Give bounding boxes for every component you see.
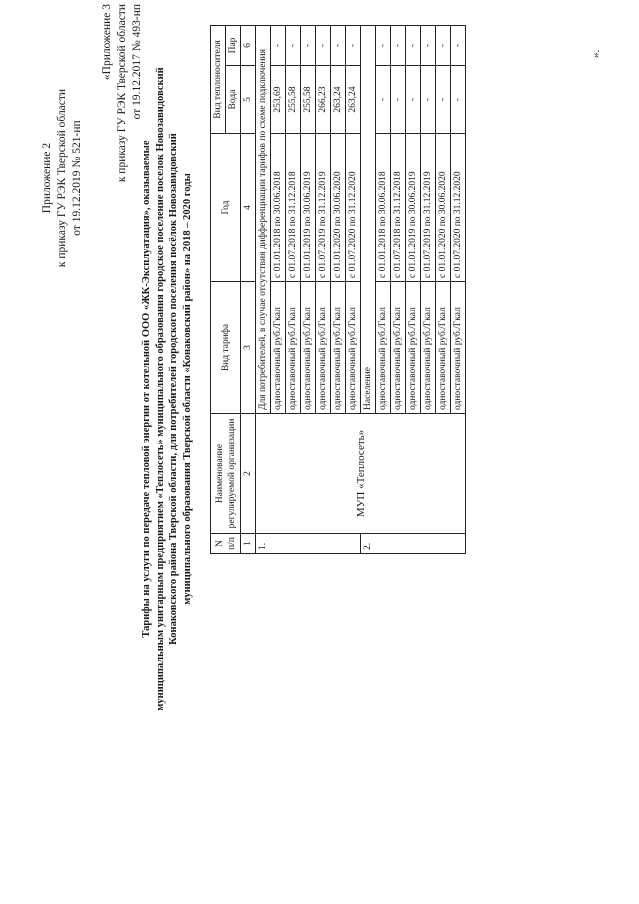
appendix-2-line3: от 19.12.2019 № 521-нп bbox=[71, 120, 83, 236]
appendix-2-line2: к приказу ГУ РЭК Тверской области bbox=[56, 88, 68, 268]
water-cell: 263,24 bbox=[331, 66, 346, 134]
steam-cell: - bbox=[436, 25, 451, 65]
appendix-3-block bbox=[100, 4, 145, 244]
water-cell: 255,58 bbox=[286, 66, 301, 134]
appendix-2-block bbox=[40, 58, 85, 298]
period-cell: с 01.01.2020 по 30.06.2020 bbox=[331, 134, 346, 282]
appendix-3-line3: от 19.12.2017 № 493-нп bbox=[131, 4, 143, 120]
period-cell: с 01.07.2018 по 31.12.2018 bbox=[286, 134, 301, 282]
header-steam: Пар bbox=[226, 25, 241, 65]
period-cell: с 01.01.2018 по 30.06.2018 bbox=[271, 134, 286, 282]
tariff-type-cell: одноставочный руб./Гкал bbox=[451, 282, 466, 414]
steam-cell: - bbox=[406, 25, 421, 65]
header-year: Год bbox=[211, 134, 241, 282]
tariff-type-cell: одноставочный руб./Гкал bbox=[406, 282, 421, 414]
title-line4: муниципального образования Тверской области «Конаковский район» на 2018 – 2020 годы bbox=[181, 173, 193, 605]
water-cell: 253,69 bbox=[271, 66, 286, 134]
header-water: Вода bbox=[226, 66, 241, 134]
tariff-type-cell: одноставочный руб./Гкал bbox=[421, 282, 436, 414]
group-number: 2. bbox=[361, 534, 466, 554]
tariff-type-cell: одноставочный руб./Гкал bbox=[301, 282, 316, 414]
tariff-type-cell: одноставочный руб./Гкал bbox=[376, 282, 391, 414]
period-cell: с 01.01.2018 по 30.06.2018 bbox=[376, 134, 391, 282]
appendix-3-line2: к приказу ГУ РЭК Тверской области bbox=[116, 4, 128, 183]
period-cell: с 01.07.2020 по 31.12.2020 bbox=[451, 134, 466, 282]
period-cell: с 01.01.2019 по 30.06.2019 bbox=[406, 134, 421, 282]
column-number-row bbox=[241, 25, 256, 553]
group-number: 1. bbox=[256, 534, 361, 554]
water-cell: - bbox=[391, 66, 406, 134]
tariff-type-cell: одноставочный руб./Гкал bbox=[316, 282, 331, 414]
header-row bbox=[211, 25, 226, 553]
col-number: 6 bbox=[241, 25, 256, 65]
steam-cell: - bbox=[301, 25, 316, 65]
group-label: Для потребителей, в случае отсутствия дифференциации тарифов по схеме подключения bbox=[256, 25, 271, 413]
appendix-2-line1: Приложение 2 bbox=[41, 142, 53, 214]
col-number: 2 bbox=[241, 414, 256, 534]
water-cell: - bbox=[436, 66, 451, 134]
tariff-type-cell: одноставочный руб./Гкал bbox=[346, 282, 361, 414]
organization-name: МУП «Теплосеть» bbox=[256, 414, 466, 534]
water-cell: 263,24 bbox=[346, 66, 361, 134]
water-cell: - bbox=[406, 66, 421, 134]
tariff-type-cell: одноставочный руб./Гкал bbox=[286, 282, 301, 414]
steam-cell: - bbox=[271, 25, 286, 65]
steam-cell: - bbox=[391, 25, 406, 65]
steam-cell: - bbox=[346, 25, 361, 65]
period-cell: с 01.01.2020 по 30.06.2020 bbox=[436, 134, 451, 282]
period-cell: с 01.07.2019 по 31.12.2019 bbox=[316, 134, 331, 282]
water-cell: 266,23 bbox=[316, 66, 331, 134]
group-label: Население bbox=[361, 25, 376, 413]
period-cell: с 01.07.2019 по 31.12.2019 bbox=[421, 134, 436, 282]
title-line3: Конаковского района Тверской области, для потребителей городского поселения посёлок Новозавидовский bbox=[168, 133, 179, 645]
steam-cell: - bbox=[376, 25, 391, 65]
water-cell: 255,58 bbox=[301, 66, 316, 134]
header-num: N п/п bbox=[211, 534, 241, 554]
steam-cell: - bbox=[451, 25, 466, 65]
group-header-row bbox=[256, 25, 271, 553]
period-cell: с 01.07.2018 по 31.12.2018 bbox=[391, 134, 406, 282]
tariff-type-cell: одноставочный руб./Гкал bbox=[331, 282, 346, 414]
water-cell: - bbox=[421, 66, 436, 134]
steam-cell: - bbox=[331, 25, 346, 65]
water-cell: - bbox=[451, 66, 466, 134]
steam-cell: - bbox=[316, 25, 331, 65]
tariff-type-cell: одноставочный руб./Гкал bbox=[271, 282, 286, 414]
tariff-table bbox=[210, 25, 466, 554]
col-number: 5 bbox=[241, 66, 256, 134]
header-carrier: Вид теплоносителя bbox=[211, 25, 226, 133]
closing-quote-mark: ». bbox=[590, 49, 602, 58]
water-cell: - bbox=[376, 66, 391, 134]
title-line1: Тарифы на услуги по передаче тепловой энергии от котельной ООО «ЖК-Эксплуатация», оказываемые bbox=[141, 140, 152, 638]
period-cell: с 01.01.2019 по 30.06.2019 bbox=[301, 134, 316, 282]
tariff-type-cell: одноставочный руб./Гкал bbox=[391, 282, 406, 414]
document-title bbox=[140, 64, 194, 714]
col-number: 4 bbox=[241, 134, 256, 282]
appendix-3-line1: «Приложение 3 bbox=[101, 4, 113, 81]
period-cell: с 01.07.2020 по 31.12.2020 bbox=[346, 134, 361, 282]
header-org: Наименование регулируемой организации bbox=[211, 414, 241, 534]
col-number: 1 bbox=[241, 534, 256, 554]
col-number: 3 bbox=[241, 282, 256, 414]
steam-cell: - bbox=[421, 25, 436, 65]
title-line2: муниципальным унитарным предприятием «Теплосеть» муниципального образования городское поселение поселок Новозавидовский bbox=[154, 67, 166, 711]
tariff-type-cell: одноставочный руб./Гкал bbox=[436, 282, 451, 414]
header-tariff-type: Вид тарифа bbox=[211, 282, 241, 414]
steam-cell: - bbox=[286, 25, 301, 65]
